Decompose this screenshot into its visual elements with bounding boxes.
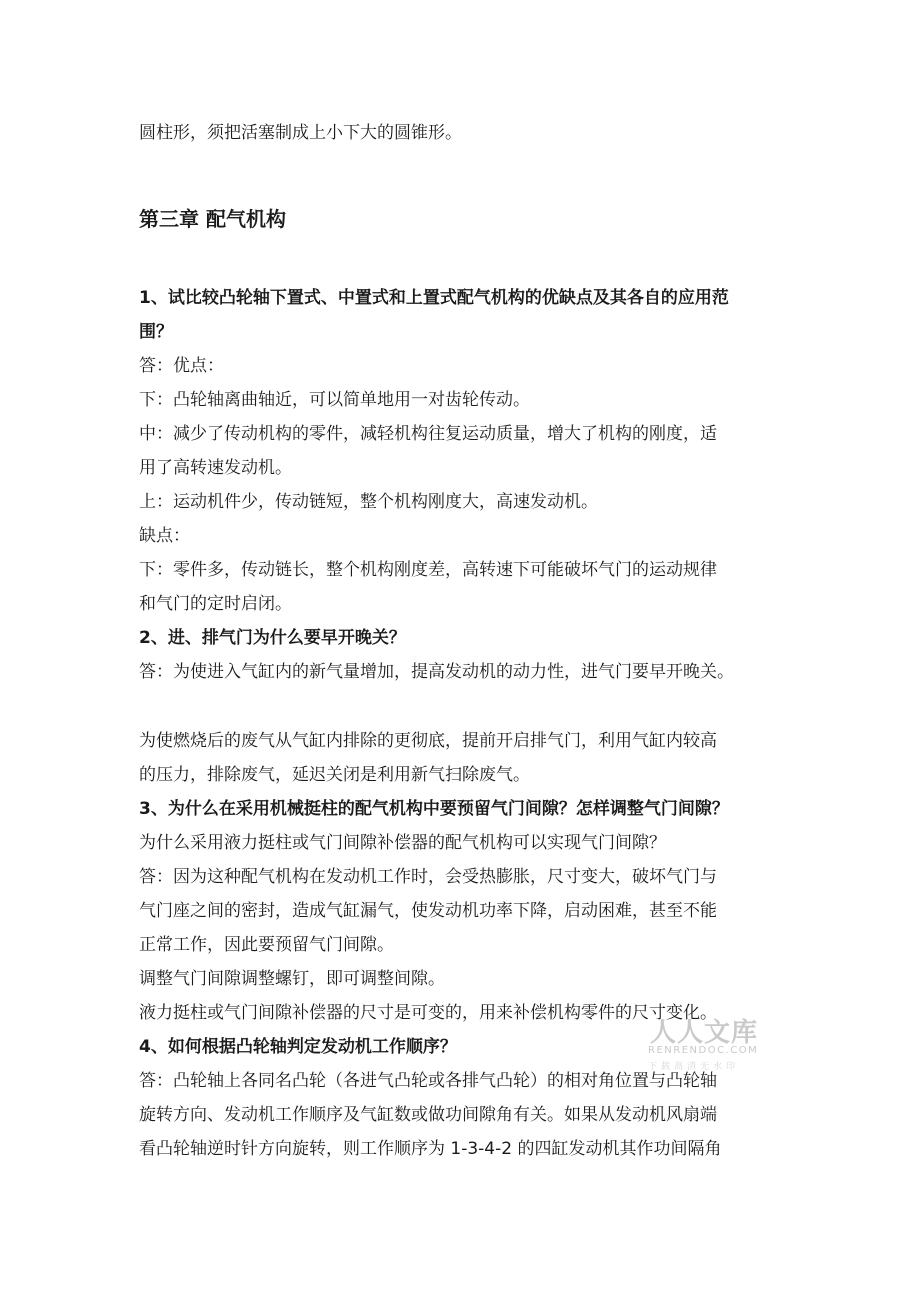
question-4: 4、如何根据凸轮轴判定发动机工作顺序？ bbox=[139, 1037, 457, 1057]
text-line: 正常工作，因此要预留气门间隙。 bbox=[139, 935, 394, 955]
watermark-logo bbox=[648, 1012, 774, 1074]
text-line: 缺点： bbox=[139, 526, 190, 546]
text-line: 和气门的定时启闭。 bbox=[139, 594, 292, 614]
watermark-slogan: 下载高清无水印 bbox=[648, 1062, 740, 1072]
text-line: 下：凸轮轴离曲轴近，可以简单地用一对齿轮传动。 bbox=[139, 390, 530, 410]
text-line: 为什么采用液力挺柱或气门间隙补偿器的配气机构可以实现气门间隙？ bbox=[139, 833, 666, 853]
text-line: 调整气门间隙调整螺钉，即可调整间隙。 bbox=[139, 969, 445, 989]
text-line: 旋转方向、发动机工作顺序及气缸数或做功间隙角有关。如果从发动机风扇端 bbox=[139, 1105, 717, 1125]
chapter-heading: 第三章 配气机构 bbox=[139, 207, 286, 231]
watermark-subtitle: RENRENDOC.COM bbox=[648, 1045, 759, 1056]
text-line: 答：凸轮轴上各同名凸轮（各进气凸轮或各排气凸轮）的相对角位置与凸轮轴 bbox=[139, 1071, 717, 1091]
text-line: 气门座之间的密封，造成气缸漏气，使发动机功率下降，启动困难，甚至不能 bbox=[139, 901, 717, 921]
question-1-line-1: 1、试比较凸轮轴下置式、中置式和上置式配气机构的优缺点及其各自的应用范 bbox=[139, 288, 729, 308]
text-line: 液力挺柱或气门间隙补偿器的尺寸是可变的，用来补偿机构零件的尺寸变化。 bbox=[139, 1003, 717, 1023]
question-1-line-2: 围？ bbox=[139, 322, 173, 342]
text-line: 为使燃烧后的废气从气缸内排除的更彻底，提前开启排气门，利用气缸内较高 bbox=[139, 731, 717, 751]
text-line: 答：因为这种配气机构在发动机工作时，会受热膨胀，尺寸变大，破坏气门与 bbox=[139, 867, 717, 887]
text-line: 上：运动机件少，传动链短，整个机构刚度大，高速发动机。 bbox=[139, 492, 598, 512]
question-2: 2、进、排气门为什么要早开晚关？ bbox=[139, 628, 406, 648]
text-line: 的压力，排除废气，延迟关闭是利用新气扫除废气。 bbox=[139, 765, 530, 785]
watermark-title: 人人文库 bbox=[650, 1018, 759, 1048]
text-line: 圆柱形，须把活塞制成上小下大的圆锥形。 bbox=[139, 123, 462, 143]
text-line: 用了高转速发动机。 bbox=[139, 458, 292, 478]
text-line: 答：优点： bbox=[139, 356, 224, 376]
text-line: 中：减少了传动机构的零件，减轻机构往复运动质量，增大了机构的刚度，适 bbox=[139, 424, 717, 444]
text-line: 下：零件多，传动链长，整个机构刚度差，高转速下可能破坏气门的运动规律 bbox=[139, 560, 717, 580]
text-line: 看凸轮轴逆时针方向旋转，则工作顺序为 1-3-4-2 的四缸发动机其作功间隔角 bbox=[139, 1139, 722, 1159]
text-line: 答：为使进入气缸内的新气量增加，提高发动机的动力性，进气门要早开晚关。 bbox=[139, 662, 734, 682]
question-3: 3、为什么在采用机械挺柱的配气机构中要预留气门间隙？怎样调整气门间隙？ bbox=[139, 799, 729, 819]
